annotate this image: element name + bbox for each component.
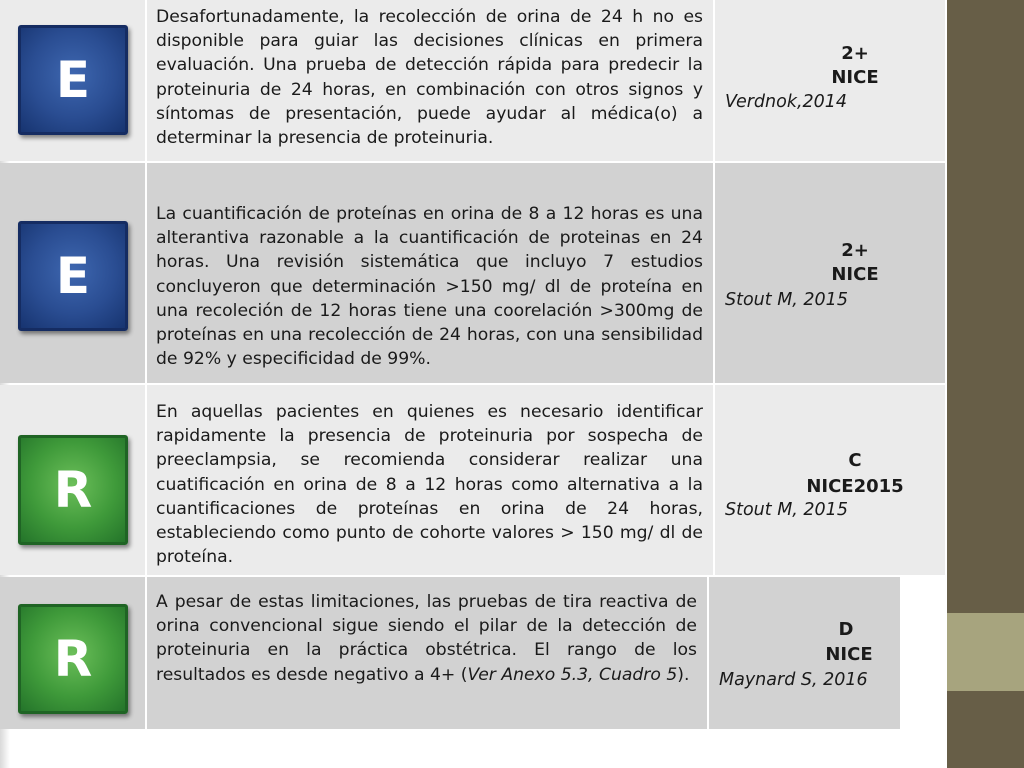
evidence-level: 2+ [841, 240, 869, 261]
badge-cell [0, 577, 145, 729]
recommendation-badge [18, 604, 128, 714]
evidence-source: NICE [831, 67, 879, 88]
evidence-badge [18, 25, 128, 135]
recommendation-badge [18, 435, 128, 545]
statement-text: Desafortunadamente, la recolección de orina de 24 h no es disponible para guiar las decisiones clínicas en primera evaluación. Una prueba de detección rápida para predecir la proteinuria de 24 horas, en combinación con otros signos y síntomas de presentación, puede ayudar al médica(o) a determinar la presencia de proteinuria. [156, 7, 703, 149]
recommendation-source: NICE [825, 644, 873, 665]
statement-cell [147, 385, 713, 575]
statement-text: En aquellas pacientes en quienes es necesario identificar rapidamente la presencia de proteinuria por sospecha de preeclampsia, se recomienda considerar realizar una cuatificación en orina de 8 a 12 horas como alternativa a la cuantificaciones de proteínas en orina de 24 horas, estableciendo como punto de cohorte valores > 150 mg/ dl de proteína. [156, 402, 703, 568]
statement-text: La cuantificación de proteínas en orina de 8 a 12 horas es una alterantiva razonable a la cuantificación de proteinas en 24 horas. Una revisión sistemática que incluyo 7 estudios concluyeron que determinación >150 mg/ dl de proteína en una recoleción de 12 horas tiene una coorelación >300mg de proteínas en una recolección de 24 horas, con una sensibilidad de 92% y especificidad de 99%. [156, 204, 703, 370]
badge-cell [0, 385, 145, 575]
statement-cell [147, 577, 707, 729]
recommendation-row-2 [0, 577, 900, 729]
badge-cell [0, 0, 145, 161]
evidence-row-2 [0, 163, 945, 383]
recommendation-source: NICE2015 [806, 476, 904, 497]
badge-letter: R [53, 461, 93, 519]
reference-citation: Maynard S, 2016 [719, 670, 868, 690]
badge-letter: E [55, 51, 91, 109]
reference-citation: Stout M, 2015 [725, 500, 848, 520]
grade-cell [715, 0, 945, 161]
annex-reference: Ver Anexo 5.3, Cuadro 5 [467, 664, 678, 685]
statement-text [156, 590, 697, 687]
decorative-side-bar-accent [947, 613, 1024, 691]
reference-citation: Stout M, 2015 [725, 290, 848, 310]
evidence-level: 2+ [841, 43, 869, 64]
badge-letter: E [55, 247, 91, 305]
evidence-badge [18, 221, 128, 331]
statement-text-main: A pesar de estas limitaciones, las pruebas de tira reactiva de orina convencional sigue siendo el pilar de la detección de proteinuria en la práctica obstétrica. El rango de los resultados es desde negativo a 4+ ( [156, 592, 697, 685]
grade-cell [709, 577, 900, 729]
grade-cell [715, 163, 945, 383]
reference-citation: Verdnok,2014 [725, 92, 848, 112]
statement-cell [147, 0, 713, 161]
statement-cell [147, 163, 713, 383]
evidence-source: NICE [831, 264, 879, 285]
recommendation-grade: D [838, 619, 854, 640]
badge-letter: R [53, 630, 93, 688]
evidence-row-1 [0, 0, 945, 161]
recommendation-row-1 [0, 385, 945, 575]
statement-text-end: ). [677, 664, 690, 685]
recommendation-grade: C [848, 450, 862, 471]
grade-cell [715, 385, 945, 575]
badge-cell [0, 163, 145, 383]
